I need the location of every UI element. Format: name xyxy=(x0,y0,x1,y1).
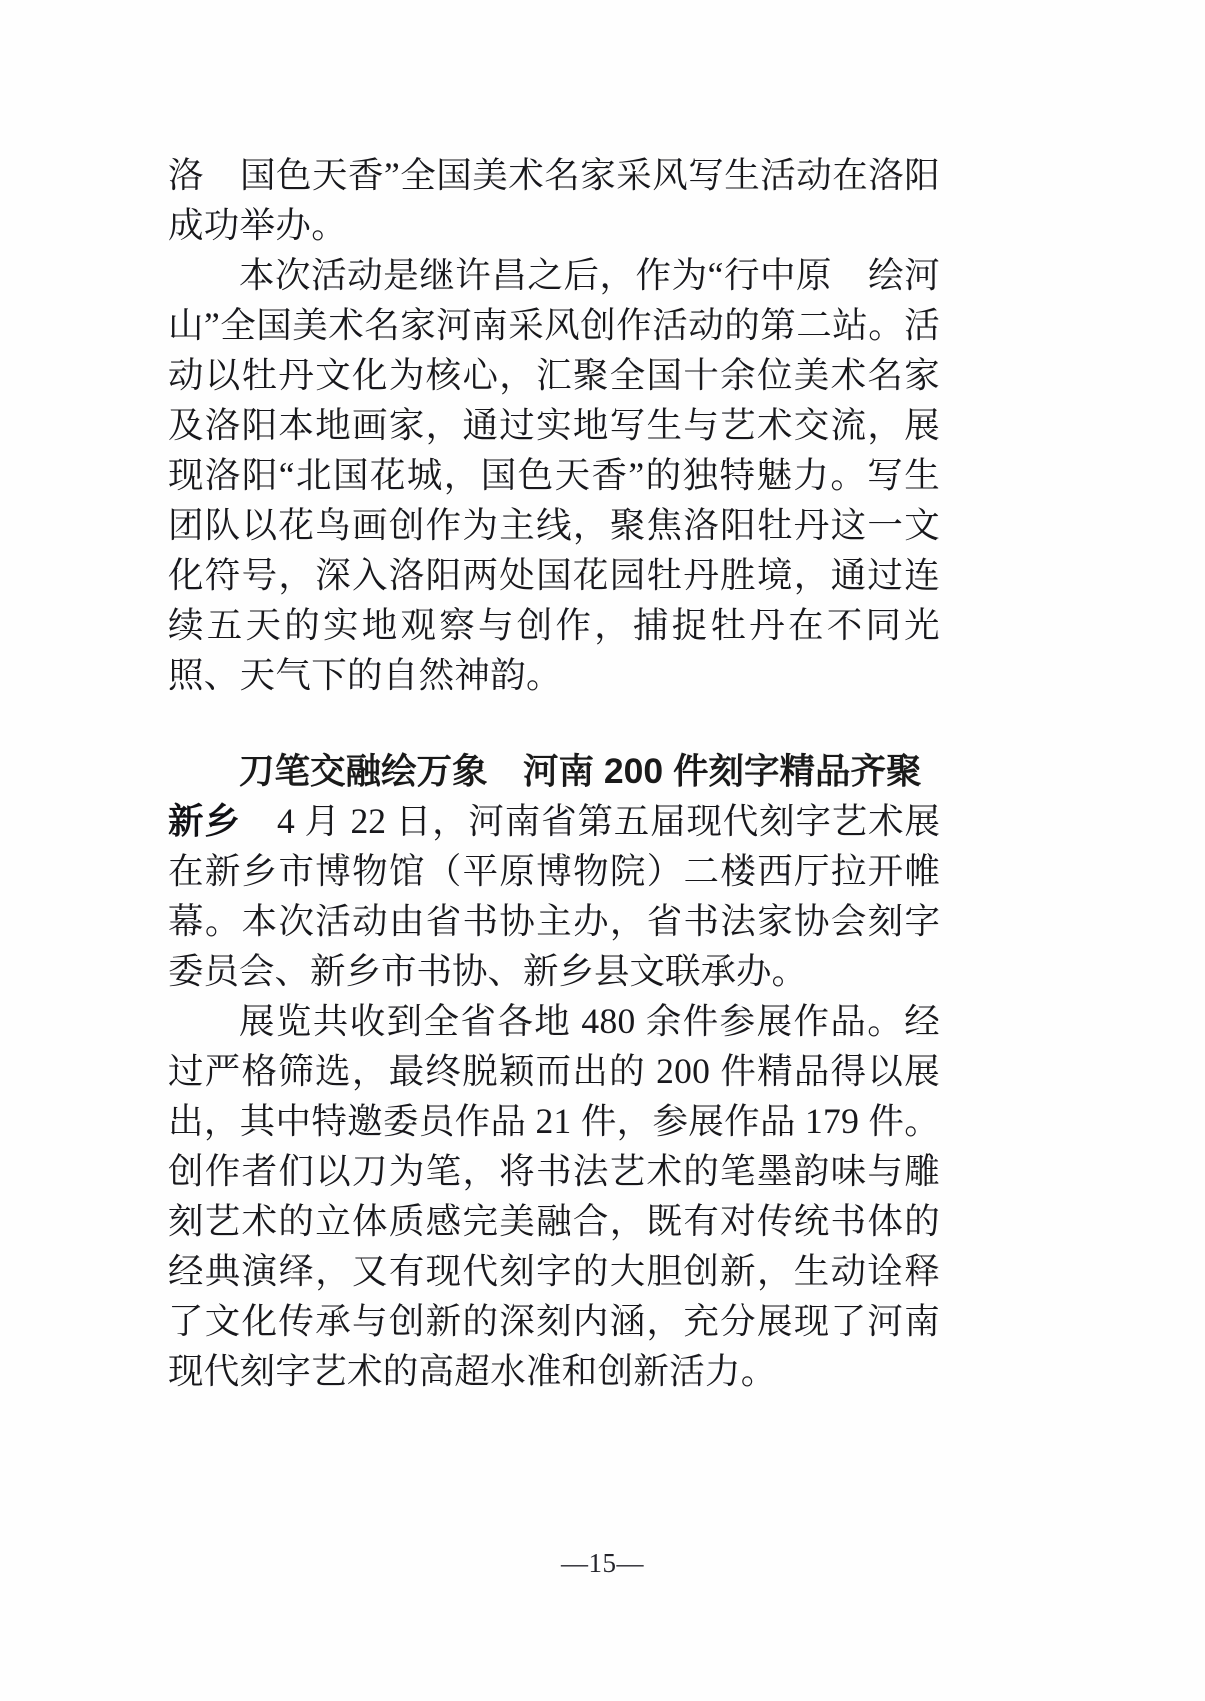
article-two-body-paragraph: 展览共收到全省各地 480 余件参展作品。经过严格筛选，最终脱颖而出的 200 件精品得以展出，其中特邀委员作品 21 件，参展作品 179 件。创作者们以刀为笔，将书法艺术的笔墨韵味与雕刻艺术的立体质感完美融合，既有对传统书体的经典演绎，又有现代刻字的大胆创新，生动诠释了文化传承与创新的深刻内涵，充分展现了河南现代刻字艺术的高超水准和创新活力。 xyxy=(168,1001,940,1391)
article-two-lede-text: 4 月 22 日，河南省第五届现代刻字艺术展在新乡市博物馆（平原博物院）二楼西厅拉开帷幕。本次活动由省书协主办，省书法家协会刻字委员会、新乡市书协、新乡县文联承办。 xyxy=(168,801,940,991)
article-two-headline-tail: 新乡 xyxy=(168,801,241,841)
article-two-headline: 刀笔交融绘万象 河南 200 件刻字精品齐聚 xyxy=(239,751,922,791)
article-one-continuation-paragraph: 洛 国色天香”全国美术名家采风写生活动在洛阳成功举办。 xyxy=(168,155,940,245)
page-number: —15— xyxy=(561,1548,644,1578)
article-one-body-paragraph: 本次活动是继许昌之后，作为“行中原 绘河山”全国美术名家河南采风创作活动的第二站。活动以牡丹文化为核心，汇聚全国十余位美术名家及洛阳本地画家，通过实地写生与艺术交流，展现洛阳“北国花城，国色天香”的独特魅力。写生团队以花鸟画创作为主线，聚焦洛阳牡丹这一文化符号，深入洛阳两处国花园牡丹胜境，通过连续五天的实地观察与创作，捕捉牡丹在不同光照、天气下的自然神韵。 xyxy=(168,255,940,695)
heading-spacer xyxy=(168,700,940,746)
article-two-headline-continuation-and-lede xyxy=(168,796,940,996)
page-content xyxy=(168,150,940,1396)
